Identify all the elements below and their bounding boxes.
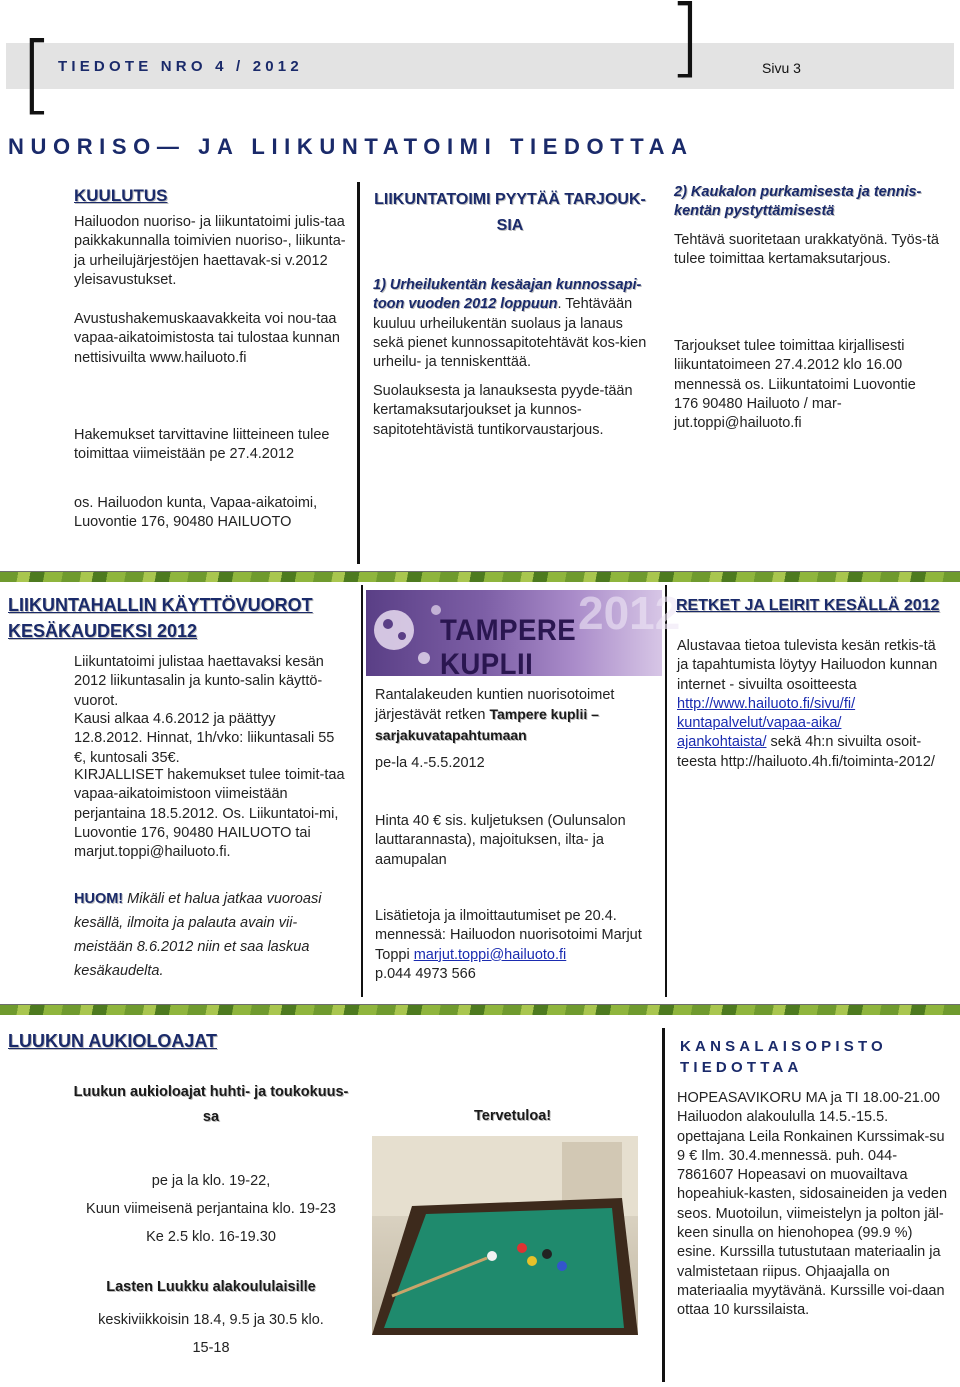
kuplii-info	[375, 907, 657, 984]
luukku-hours-3: Ke 2.5 klo. 16-19.30	[146, 1229, 276, 1245]
welcome-text: Tervetuloa!	[474, 1108, 552, 1124]
pool-table-graphic	[372, 1136, 638, 1335]
tarjous-item-1	[373, 276, 655, 372]
kayttovuorot-text-1: Liikuntatoimi julistaa haettavaksi kesän 2012 liikuntasalin ja kunto-salin käyttö-vuorot.	[74, 654, 324, 709]
tarjous-item-1-heading: 1) Urheilukentän kesäajan kunnossapi-toon vuoden 2012 loppuun	[373, 277, 642, 313]
kuulutus-text-1: Hailuodon nuoriso- ja liikuntatoimi julis-taa paikkakunnalla toimivien nuoriso-, liikunta- ja urheilujärjestöjen haettavak-si v.2012 yleisavustukset.	[74, 214, 346, 288]
kansalaisopisto-heading	[680, 1036, 887, 1078]
lasten-luukku-hours-1: keskiviikkoisin 18.4, 9.5 ja 30.5 klo.	[98, 1312, 324, 1328]
luukku-subheading	[70, 1080, 352, 1130]
kayttovuorot-text-2: Kausi alkaa 4.6.2012 ja päättyy 12.8.2012. Hinnat, 1h/vko: liikuntasali 55 €, kuntosali 35€.	[74, 711, 335, 766]
kansalaisopisto-heading-line2: TIEDOTTAA	[680, 1059, 803, 1076]
decorative-band	[0, 572, 960, 582]
tarjous-item-1-more: Suolauksesta ja lanauksesta pyyde-tään kertamaksutarjoukset ja kunnos-sapitotehtävistä tuntikorvaustarjous.	[373, 383, 633, 438]
page-title: NUORISO— JA LIIKUNTATOIMI TIEDOTTAA	[8, 134, 694, 159]
kuplii-event-name: Tampere kuplii – sarjakuvatapahtumaan	[375, 706, 599, 743]
retket-link-2[interactable]: kuntapalvelut/vapaa-aika/	[677, 715, 842, 732]
retket-link-3[interactable]: ajankohtaista/	[677, 734, 767, 751]
kuplii-text-1	[375, 686, 655, 746]
kuplii-email-link[interactable]: marjut.toppi@hailuoto.fi	[413, 946, 567, 963]
kayttovuorot-text-3: KIRJALLISET hakemukset tulee toimit-taa vapaa-aikatoimistoon viimeistään perjantaina 18.5.2012. Os. Liikuntatoi-mi, Luovontie 176, 90480 HAILUOTO tai marjut.toppi@hailuoto.fi.	[74, 767, 345, 861]
kansalaisopisto-heading-line1: KANSALAISOPISTO	[680, 1038, 887, 1055]
tarjous-heading-line2: SIA	[496, 217, 524, 234]
right-bracket: ]	[668, 0, 702, 87]
banner-year: 2012	[578, 587, 681, 639]
kuplii-phone: p.044 4973 566	[375, 965, 476, 982]
kayttovuorot-heading-line1: LIIKUNTAHALLIN KÄYTTÖVUOROT	[8, 595, 313, 615]
tarjous-heading	[372, 187, 648, 239]
huom-text: Mikäli et halua jatkaa vuoroasi kesällä, ilmoita ja palauta avain vii-meistään 8.6.2012 niin et saa laskua kesäkaudelta.	[74, 891, 322, 979]
tarjous-item-1-text: . Tehtävään kuuluu urheilukentän suolaus ja lanaus sekä pienet kunnossapitotehtävät kos-kien urheilu- ja tenniskenttää.	[373, 296, 647, 371]
retket-text	[677, 637, 949, 772]
luukku-hours-1: pe ja la klo. 19-22,	[151, 1173, 271, 1189]
huom-note	[74, 887, 354, 983]
kayttovuorot-heading	[8, 592, 313, 644]
lasten-luukku-heading: Lasten Luukku alakoululaisille	[106, 1279, 316, 1295]
column-divider	[665, 585, 667, 997]
column-divider	[357, 182, 360, 564]
kuulutus-address: os. Hailuodon kunta, Vapaa-aikatoimi, Luovontie 176, 90480 HAILUOTO	[74, 495, 318, 531]
retket-text-2: sekä 4h:n sivuilta osoit-teesta http://hailuoto.4h.fi/toiminta-2012/	[677, 734, 935, 770]
lasten-luukku-hours-2: 15-18	[192, 1340, 230, 1356]
kuplii-text-1a: Rantalakeuden kuntien nuorisotoimet järjestävät retken	[375, 687, 615, 724]
tarjous-item-2-more: Tarjoukset tulee toimittaa kirjallisesti liikuntatoimeen 27.4.2012 klo 16.00 mennessä os. Liikuntatoimi Luovontie 176 90480 Hailuoto / mar-jut.toppi@hailuoto.fi	[674, 338, 916, 432]
luukku-subheading-line2: sa	[202, 1109, 220, 1125]
kayttovuorot-heading-line2: KESÄKAUDEKSI 2012	[8, 621, 198, 641]
newsletter-title: TIEDOTE NRO 4 / 2012	[58, 58, 303, 75]
retket-text-1: Alustavaa tietoa tulevista kesän retkis-tä ja tapahtumista löytyy Hailuodon kunnan internet - sivuilta osoitteesta	[677, 638, 938, 693]
kuulutus-heading: KUULUTUS	[74, 186, 168, 205]
kuplii-info-text: Lisätietoja ja ilmoittautumiset pe 20.4. mennessä: Hailuodon nuorisotoimi Marjut Toppi	[375, 908, 642, 963]
tarjous-item-2-heading-wrap	[674, 183, 944, 222]
page-number: Sivu 3	[762, 60, 801, 76]
lasten-luukku-hours	[70, 1306, 352, 1362]
kansalaisopisto-text: HOPEASAVIKORU MA ja TI 18.00-21.00 Hailuodon alakoululla 14.5.-15.5. opettajana Leila Ronkainen Kurssimak-su 9 € Ilm. 30.4.mennessä. puh. 044-7861607 Hopeasavi on muovailtava hopeahiuk-kasten, sidosaineiden ja veden seos. Muotoilun, viimeistelyn ja polton jäl-keen sinulla on hienohopea (99.9 %) esine. Kurssilla tutustutaan materiaalin ja valmistetaan riipus. Ohjaajalla on materiaalia myytävänä. Kurssille voi-daan ottaa 10 kurssilaista.	[677, 1090, 948, 1319]
retket-link-1[interactable]: http://www.hailuoto.fi/sivu/fi/	[677, 695, 856, 712]
kuulutus-text-2: Avustushakemuskaavakkeita voi nou-taa vapaa-aikatoimistosta tai tulostaa kunnan nettisivuilta www.hailuoto.fi	[74, 311, 340, 366]
luukku-hours	[70, 1167, 352, 1251]
left-bracket: [	[20, 24, 54, 124]
pool-table-photo	[372, 1136, 638, 1335]
huom-label: HUOM!	[74, 891, 124, 907]
tampere-kuplii-banner	[366, 587, 681, 681]
retket-heading: RETKET JA LEIRIT KESÄLLÄ 2012	[676, 597, 940, 614]
decorative-band	[0, 1005, 960, 1015]
tarjous-item-2-text: Tehtävä suoritetaan urakkatyönä. Työs-tä tulee toimittaa kertamaksutarjous.	[674, 232, 939, 268]
banner-title: TAMPERE KUPLII	[440, 614, 577, 681]
column-divider	[662, 1028, 665, 1382]
kuplii-dates: pe-la 4.-5.5.2012	[375, 755, 485, 771]
column-divider	[361, 585, 363, 997]
luukku-hours-2: Kuun viimeisenä perjantaina klo. 19-23	[86, 1201, 336, 1217]
luukku-heading: LUUKUN AUKIOLOAJAT	[8, 1031, 217, 1051]
luukku-subheading-line1: Luukun aukioloajat huhti- ja toukokuus-	[73, 1084, 349, 1100]
kuplii-price: Hinta 40 € sis. kuljetuksen (Oulunsalon lauttarannasta), majoituksen, ilta- ja aamupalan	[375, 813, 626, 868]
tarjous-item-2-heading: 2) Kaukalon purkamisesta ja tennis-kentän pystyttämisestä	[674, 184, 922, 220]
kuulutus-text-3: Hakemukset tarvittavine liitteineen tulee toimittaa viimeistään pe 27.4.2012	[74, 427, 330, 463]
tarjous-heading-line1: LIIKUNTATOIMI PYYTÄÄ TARJOUK-	[374, 191, 646, 208]
